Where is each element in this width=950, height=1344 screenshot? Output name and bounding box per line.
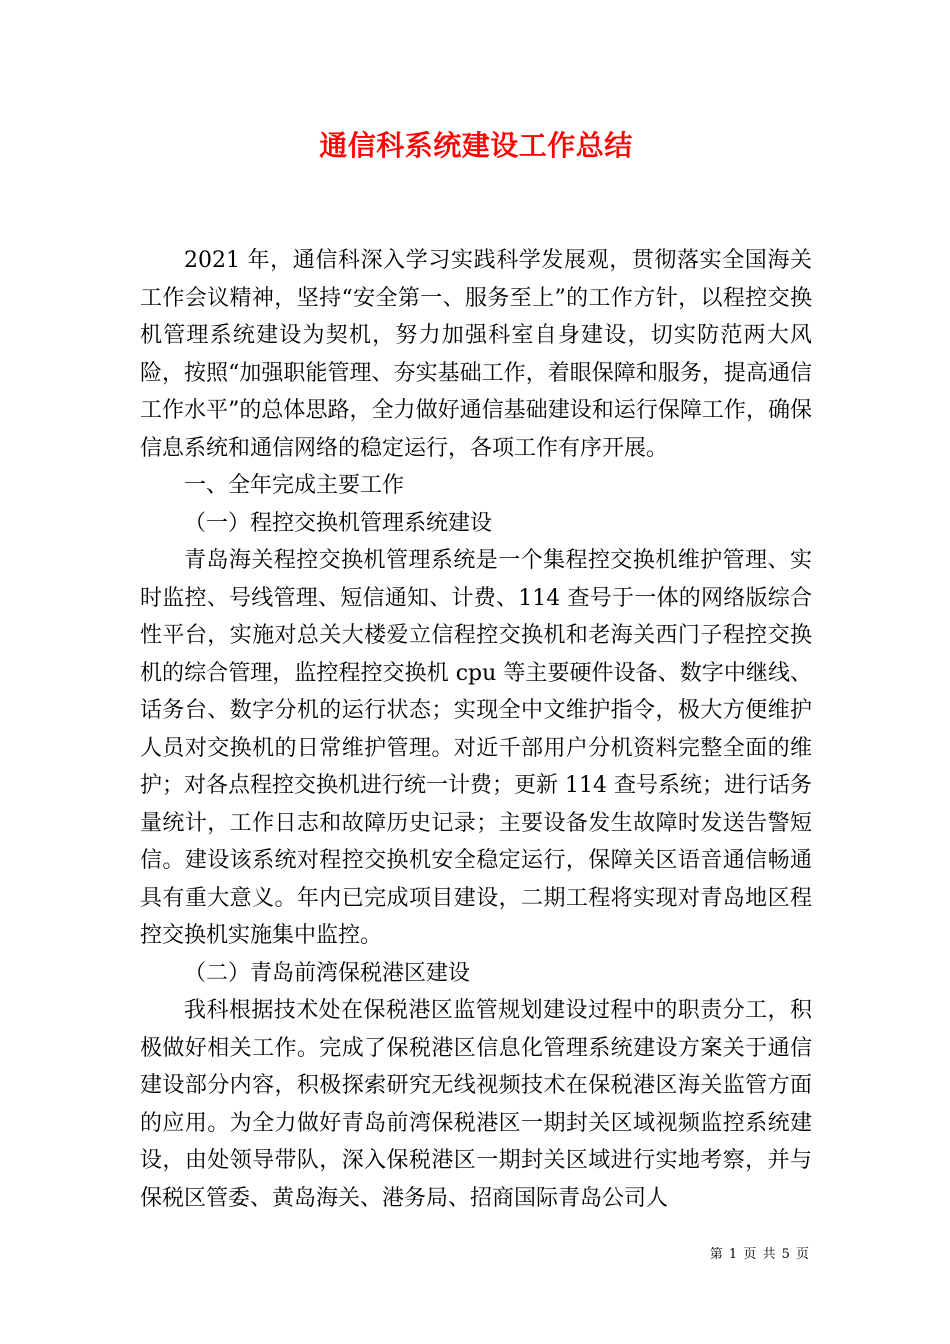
document-title: 通信科系统建设工作总结	[319, 129, 633, 162]
document-body	[140, 242, 812, 1217]
page-number-text: 第 1 页 共 5 页	[709, 1247, 810, 1262]
paragraph: （二）青岛前湾保税港区建设	[184, 960, 471, 986]
paragraph: 我科根据技术处在保税港区监管规划建设过程中的职责分工，积极做好相关工作。完成了保税港区信息化管理系统建设方案关于通信建设部分内容，积极探索研究无线视频技术在保税港区海关监管方面的应用。为全力做好青岛前湾保税港区一期封关区域视频监控系统建设，由处领导带队，深入保税港区一期封关区域进行实地考察，并与保税区管委、黄岛海关、港务局、招商国际青岛公司人	[140, 998, 812, 1211]
paragraph: 2021 年，通信科深入学习实践科学发展观，贯彻落实全国海关工作会议精神，坚持“安全第一、服务至上”的工作方针，以程控交换机管理系统建设为契机，努力加强科室自身建设，切实防范两大风险，按照“加强职能管理、夯实基础工作，着眼保障和服务，提高通信工作水平”的总体思路，全力做好通信基础建设和运行保障工作，确保信息系统和通信网络的稳定运行，各项工作有序开展。	[140, 248, 812, 461]
page-footer	[710, 1246, 810, 1264]
paragraph: 青岛海关程控交换机管理系统是一个集程控交换机维护管理、实时监控、号线管理、短信通知、计费、114 查号于一体的网络版综合性平台，实施对总关大楼爱立信程控交换机和老海关西门子程控交换机的综合管理，监控程控交换机 cpu 等主要硬件设备、数字中继线、话务台、数字分机的运行状态；实现全中文维护指令，极大方便维护人员对交换机的日常维护管理。对近千部用户分机资料完整全面的维护；对各点程控交换机进行统一计费；更新 114 查号系统；进行话务量统计，工作日志和故障历史记录；主要设备发生故障时发送告警短信。建设该系统对程控交换机安全稳定运行，保障关区语音通信畅通具有重大意义。年内已完成项目建设，二期工程将实现对青岛地区程控交换机实施集中监控。	[140, 548, 812, 948]
paragraph: （一）程控交换机管理系统建设	[184, 510, 493, 536]
paragraph: 一、全年完成主要工作	[184, 473, 405, 498]
